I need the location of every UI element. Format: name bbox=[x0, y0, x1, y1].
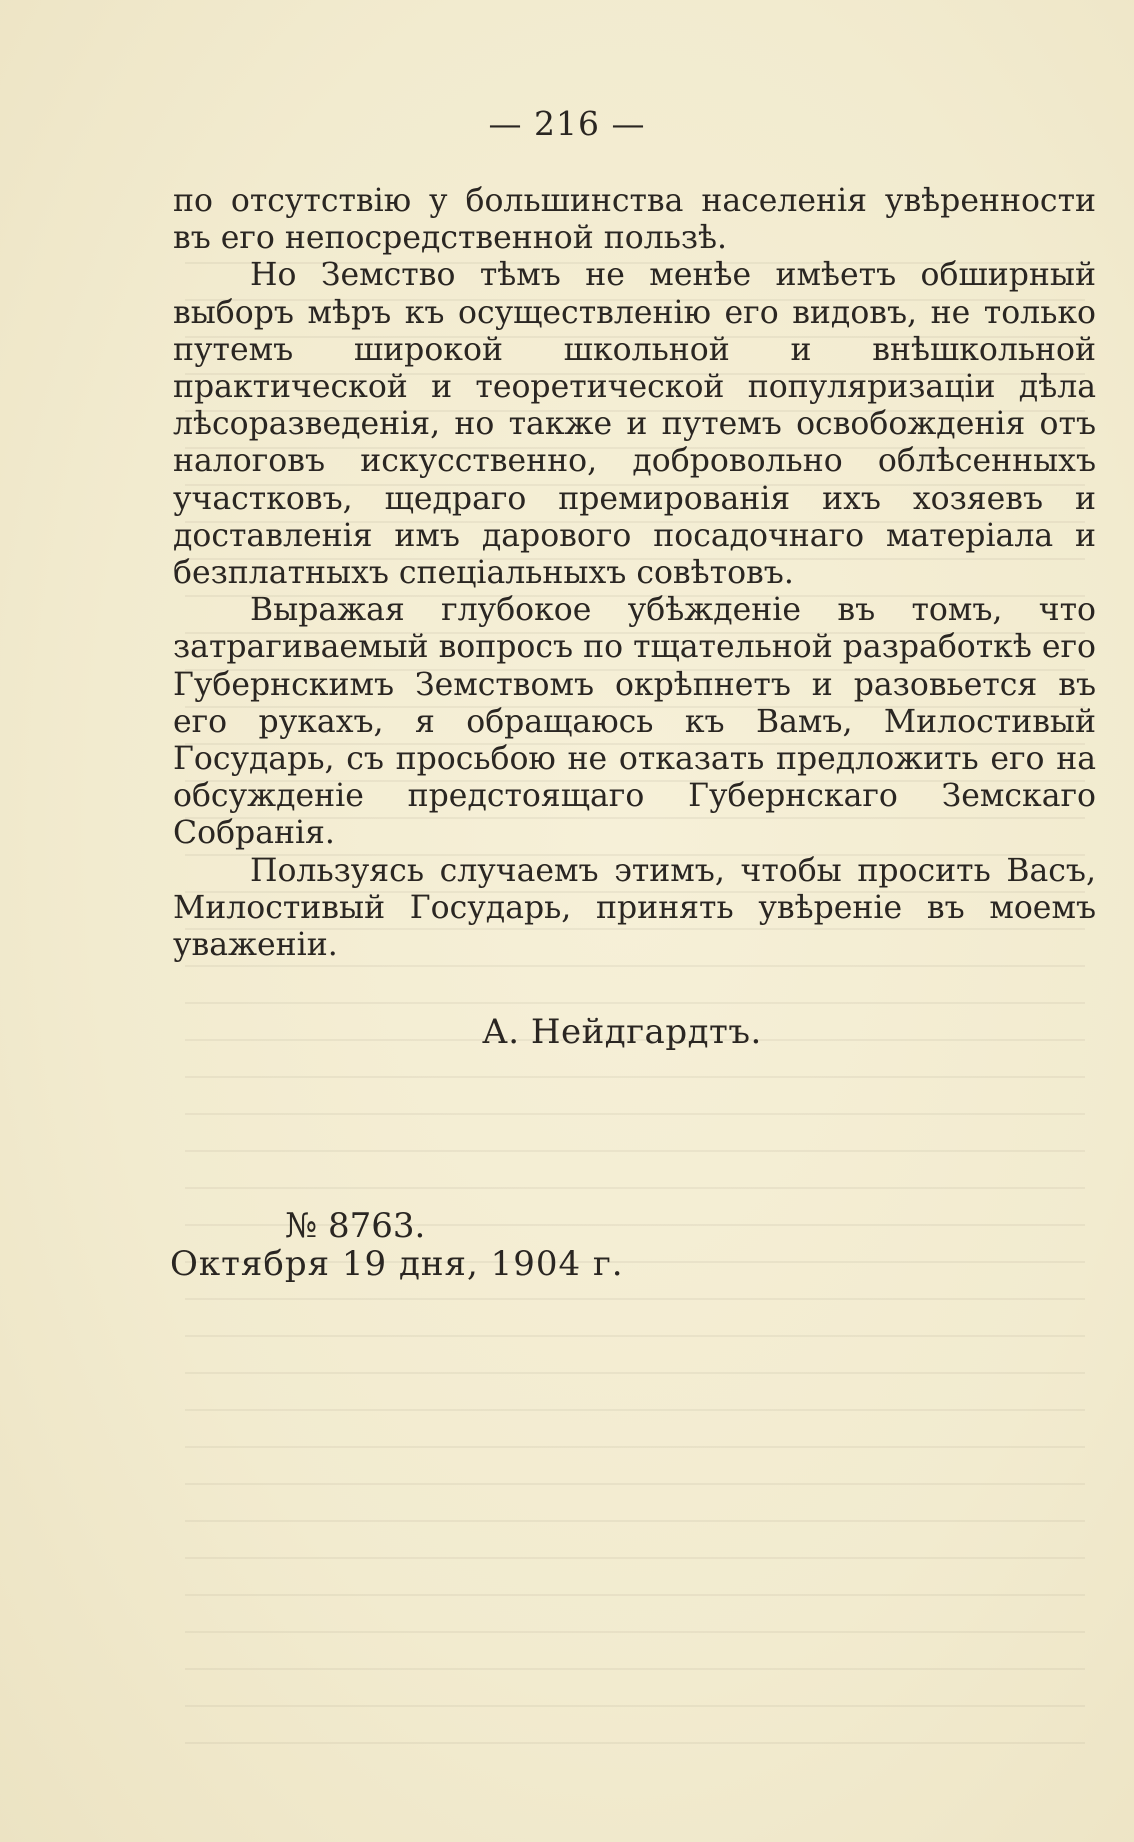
page-number: — 216 — bbox=[488, 104, 646, 143]
paragraph-zemstvo-measures: Но Земство тѣмъ не менѣе имѣетъ обширный выборъ мѣръ къ осуществленію его видовъ, не только путемъ широкой школьной и внѣшкольной практической и теоретической популяризаціи дѣла лѣсоразведенія, но также и путемъ освобожденія отъ налоговъ искусственно, добровольно облѣсенныхъ участковъ, щедраго премированія ихъ хозяевъ и доставленія имъ дарового посадочнаго матеріала и безплатныхъ спеціальныхъ совѣтовъ. bbox=[173, 257, 1096, 592]
paragraph-closing: Пользуясь случаемъ этимъ, чтобы просить Васъ, Милостивый Государь, принять увѣреніе въ моемъ уваженіи. bbox=[173, 852, 1096, 964]
paragraph-continuation: по отсутствію у большинства населенія увѣренности въ его непосредственной пользѣ. bbox=[173, 183, 1096, 257]
signature: А. Нейдгардтъ. bbox=[482, 1012, 762, 1052]
letter-body bbox=[173, 183, 1096, 964]
paragraph-request: Выражая глубокое убѣжденіе въ томъ, что затрагиваемый вопросъ по тщательной разработкѣ его Губернскимъ Земствомъ окрѣпнетъ и разовьется въ его рукахъ, я обращаюсь къ Вамъ, Милостивый Государь, съ просьбою не отказать предложить его на обсужденіе предстоящаго Губернскаго Земскаго Собранія. bbox=[173, 592, 1096, 852]
document-date: Октября 19 дня, 1904 г. bbox=[170, 1244, 624, 1284]
document-number: № 8763. bbox=[285, 1206, 426, 1246]
